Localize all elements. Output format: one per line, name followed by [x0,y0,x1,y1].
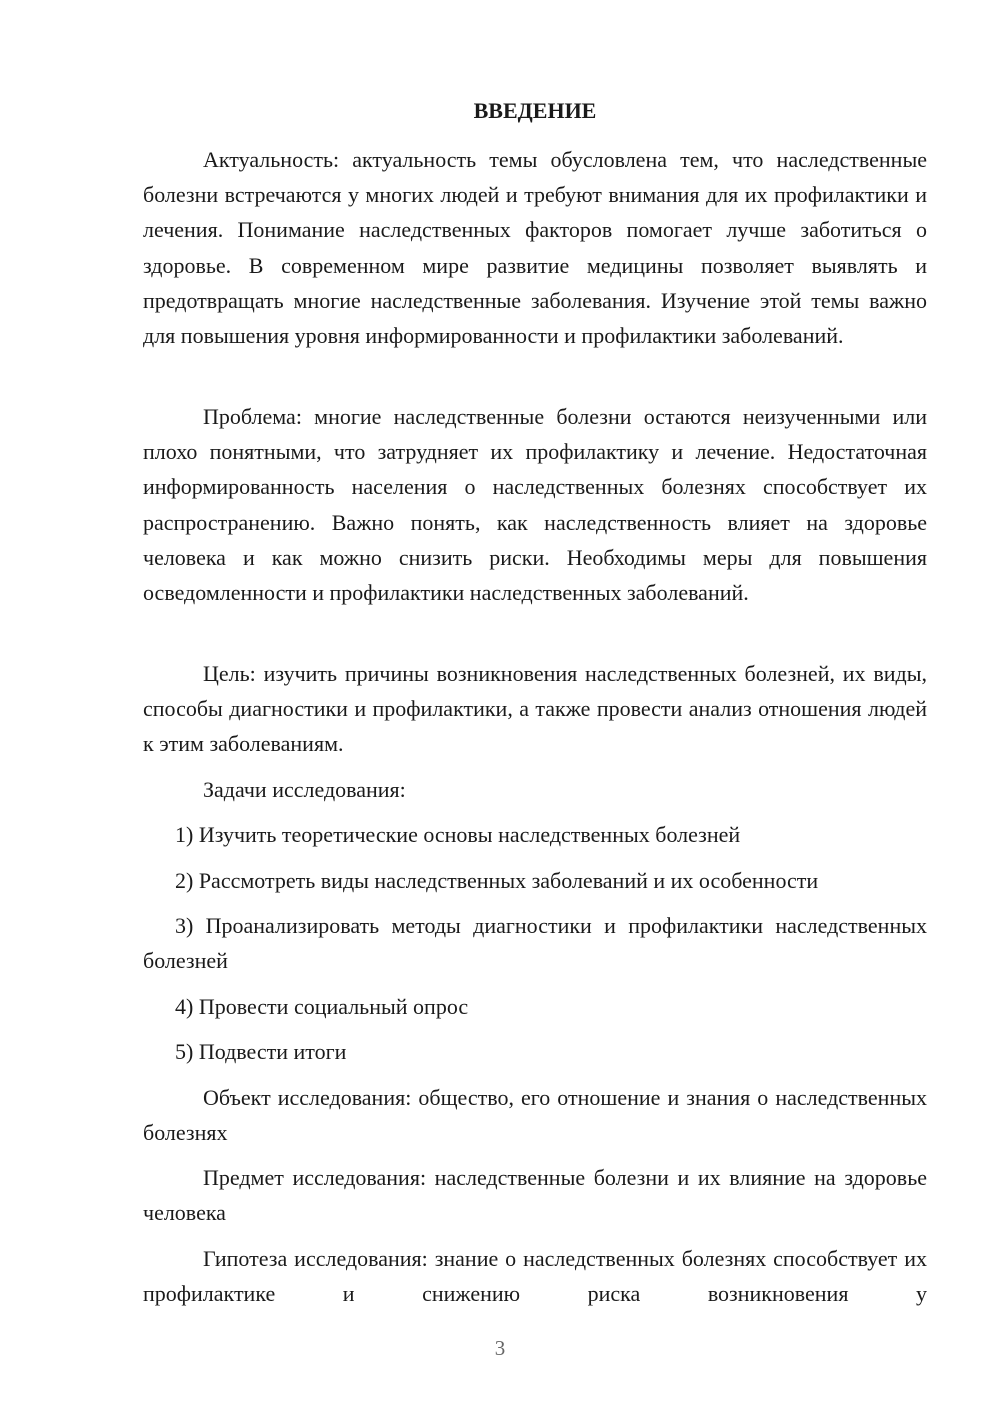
problem-paragraph: Проблема: многие наследственные болезни остаются неизученными или плохо понятными, что затрудняет их профилактику и лечение. Недостаточная информированность населения о наследственных болезнях способствует их распространению. Важно понять, как наследственность влияет на здоровье человека и как можно снизить риски. Необходимы меры для повышения осведомленности и профилактики наследственных заболеваний. [143,404,927,606]
task-item: 4) Провести социальный опрос [175,994,469,1019]
task-item: 1) Изучить теоретические основы наследственных болезней [175,822,741,847]
relevance-paragraph: Актуальность: актуальность темы обусловлена тем, что наследственные болезни встречаются у многих людей и требуют внимания для их профилактики и лечения. Понимание наследственных факторов помогает лучше заботиться о здоровье. В современном мире развитие медицины позволяет выявлять и предотвращать многие наследственные заболевания. Изучение этой темы важно для повышения уровня информированности и профилактики заболеваний. [143,147,927,349]
task-item: 3) Проанализировать методы диагностики и профилактики наследственных болезней [143,913,927,974]
section-heading: ВВЕДЕНИЕ [473,98,597,123]
task-item: 2) Рассмотреть виды наследственных заболеваний и их особенности [175,868,819,893]
task-item: 5) Подвести итоги [175,1039,347,1064]
subject-paragraph: Предмет исследования: наследственные болезни и их влияние на здоровье человека [143,1165,927,1226]
object-paragraph: Объект исследования: общество, его отношение и знания о наследственных болезнях [143,1085,927,1146]
hypothesis-paragraph: Гипотеза исследования: знание о наследственных болезнях способствует их профилактике и снижению риска возникновения у [143,1246,927,1307]
tasks-title: Задачи исследования: [203,777,406,802]
page-number: 3 [494,1336,506,1360]
goal-paragraph: Цель: изучить причины возникновения наследственных болезней, их виды, способы диагностики и профилактики, а также провести анализ отношения людей к этим заболеваниям. [143,661,927,757]
